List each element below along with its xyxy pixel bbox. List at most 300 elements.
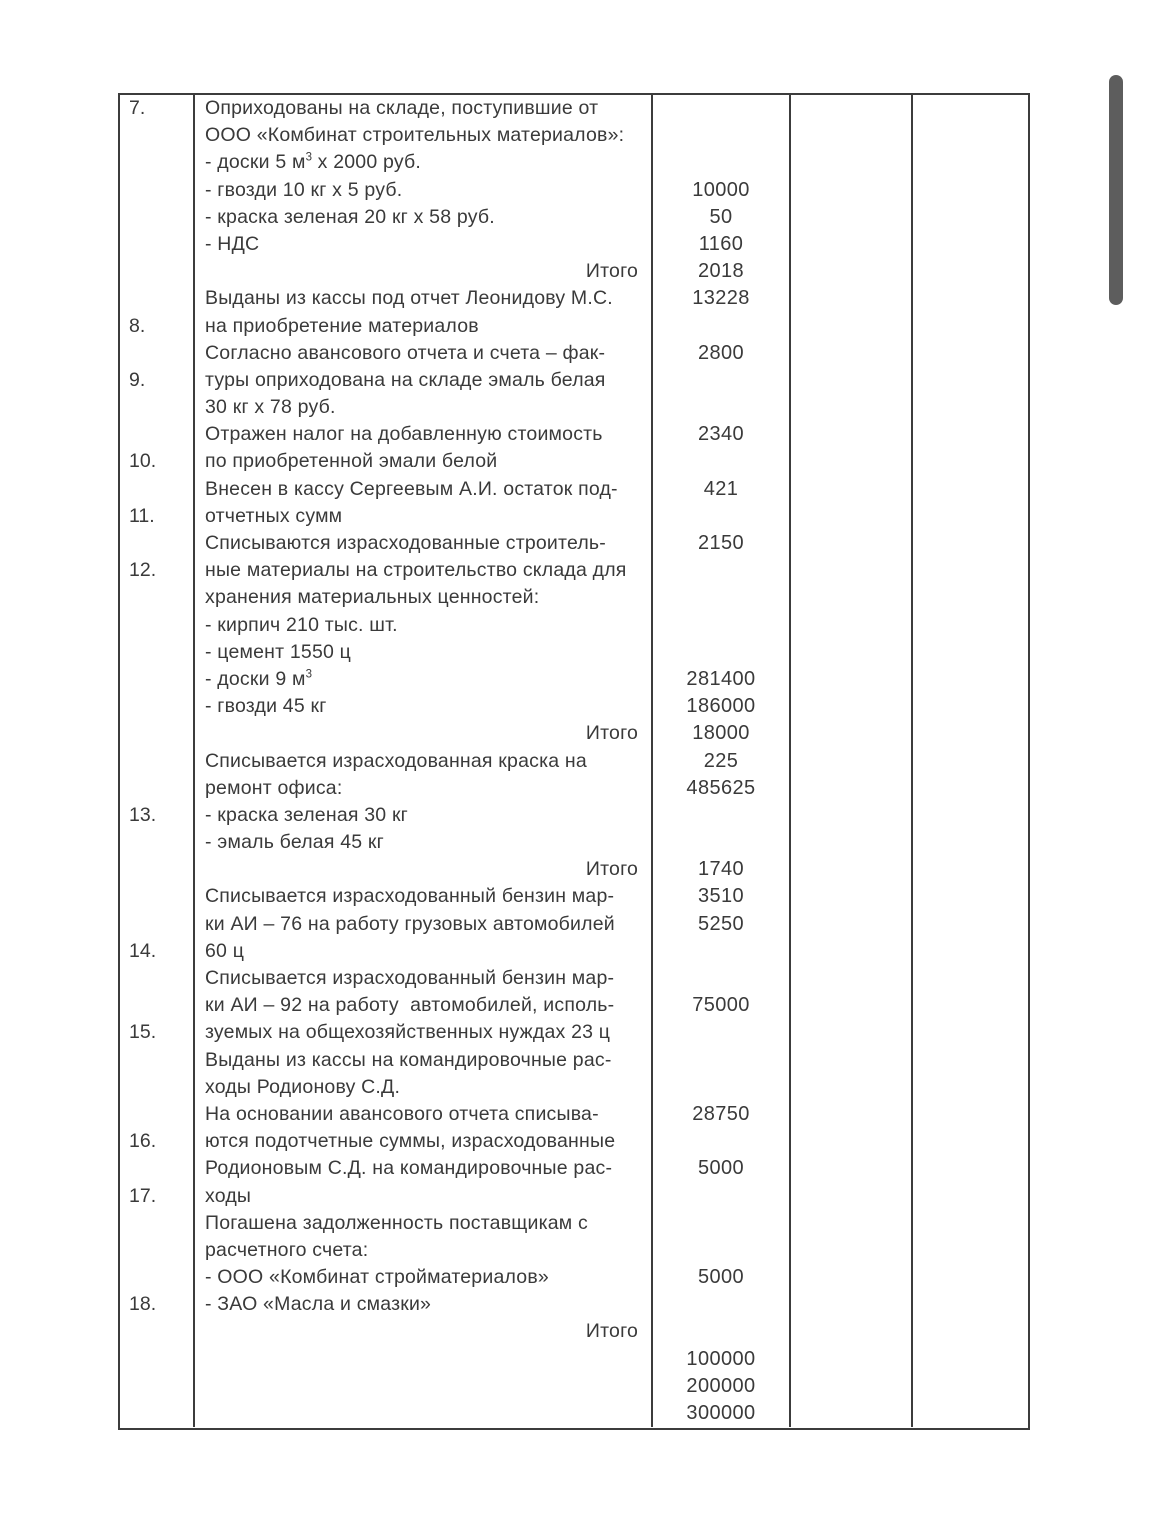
debit-cell: [791, 122, 913, 149]
operation-text-cell: [195, 204, 653, 231]
amount-cell: [653, 612, 791, 639]
amount-value: 1740: [697, 858, 745, 881]
operation-text-cell: [195, 938, 653, 965]
amount-cell: [653, 1074, 791, 1101]
operation-text-cell: [195, 530, 653, 557]
debit-cell: [791, 1237, 913, 1264]
debit-cell: [791, 1155, 913, 1182]
operation-text: - цемент 1550 ц: [205, 640, 352, 663]
debit-cell: [791, 1264, 913, 1291]
amount-cell: [653, 666, 791, 693]
row-number-cell: [120, 1210, 195, 1237]
credit-cell: [913, 258, 1028, 285]
table-row: [120, 802, 1028, 829]
debit-cell: [791, 775, 913, 802]
row-number: 7.: [129, 97, 146, 119]
amount-cell: [653, 720, 791, 747]
credit-cell: [913, 829, 1028, 856]
operation-text-cell: [195, 856, 653, 883]
row-number-cell: [120, 367, 195, 394]
debit-cell: [791, 149, 913, 176]
table-row: [120, 503, 1028, 530]
operation-text-cell: [195, 1074, 653, 1101]
amount-value: 2150: [697, 532, 745, 554]
credit-cell: [913, 802, 1028, 829]
table-row: [120, 965, 1028, 992]
row-number-cell: [120, 666, 195, 693]
amount-cell: [653, 693, 791, 720]
operation-text: по приобретенной эмали белой: [205, 450, 498, 473]
row-number: 16.: [129, 1130, 157, 1153]
credit-cell: [913, 911, 1028, 938]
debit-cell: [791, 1047, 913, 1074]
credit-cell: [913, 149, 1028, 176]
amount-cell: [653, 1291, 791, 1318]
amount-value: 5000: [697, 1266, 745, 1289]
row-number-cell: [120, 802, 195, 829]
credit-cell: [913, 557, 1028, 584]
amount-cell: [653, 1210, 791, 1237]
debit-cell: [791, 992, 913, 1019]
debit-cell: [791, 1400, 913, 1427]
table-row: [120, 1101, 1028, 1128]
amount-value: 225: [703, 749, 739, 772]
credit-cell: [913, 720, 1028, 747]
debit-cell: [791, 1074, 913, 1101]
operation-text-cell: [195, 1101, 653, 1128]
operation-text-cell: [195, 612, 653, 639]
operation-text: ходы Родионову С.Д.: [205, 1075, 401, 1098]
operation-text-cell: [195, 911, 653, 938]
operation-text: расчетного счета:: [205, 1238, 369, 1261]
operation-text-cell: [195, 503, 653, 530]
debit-cell: [791, 231, 913, 258]
debit-cell: [791, 856, 913, 883]
debit-cell: [791, 1128, 913, 1155]
operation-text: - гвозди 45 кг: [205, 695, 327, 718]
amount-cell: [653, 802, 791, 829]
debit-cell: [791, 530, 913, 557]
credit-cell: [913, 421, 1028, 448]
cubic-meter-superscript: 3: [305, 668, 313, 681]
row-number-cell: [120, 639, 195, 666]
table-row: [120, 1047, 1028, 1074]
operation-text-cell: [195, 1291, 653, 1318]
debit-cell: [791, 911, 913, 938]
amount-cell: [653, 965, 791, 992]
table-row: [120, 584, 1028, 611]
table-row: [120, 448, 1028, 475]
table-row: [120, 367, 1028, 394]
operation-text-cell: [195, 394, 653, 421]
row-number: 11.: [129, 504, 155, 527]
table-row: [120, 530, 1028, 557]
amount-cell: [653, 1400, 791, 1427]
operation-text-cell: [195, 1373, 653, 1400]
table-row: [120, 1155, 1028, 1182]
row-number-cell: [120, 1291, 195, 1318]
amount-value: 281400: [686, 667, 756, 690]
amount-value: 1160: [698, 232, 744, 255]
operation-text-cell: [195, 829, 653, 856]
row-number: 13.: [129, 803, 157, 826]
row-number-cell: [120, 340, 195, 367]
row-number-cell: [120, 1400, 195, 1427]
operation-text: ные материалы на строительство склада для: [205, 559, 627, 582]
amount-cell: [653, 313, 791, 340]
credit-cell: [913, 775, 1028, 802]
row-number: 10.: [129, 450, 157, 473]
operation-text-cell: [195, 95, 653, 122]
amount-cell: [653, 177, 791, 204]
operation-text: Родионовым С.Д. на командировочные рас-: [205, 1157, 613, 1180]
operation-text: - гвозди 10 кг х 5 руб.: [205, 178, 403, 201]
operation-text-cell: [195, 720, 653, 747]
operation-text: Итого: [585, 722, 638, 745]
credit-cell: [913, 748, 1028, 775]
operation-text: - ЗАО «Масла и смазки»: [205, 1293, 432, 1316]
row-number-cell: [120, 476, 195, 503]
credit-cell: [913, 1155, 1028, 1182]
operation-text: 60 ц: [205, 939, 245, 962]
operation-text: Оприходованы на складе, поступившие от: [205, 97, 599, 119]
debit-cell: [791, 1019, 913, 1046]
credit-cell: [913, 1291, 1028, 1318]
row-number-cell: [120, 149, 195, 176]
credit-cell: [913, 204, 1028, 231]
table-row: [120, 992, 1028, 1019]
row-number-cell: [120, 1128, 195, 1155]
operation-text-cell: [195, 177, 653, 204]
table-row: [120, 748, 1028, 775]
credit-cell: [913, 1019, 1028, 1046]
row-number-cell: [120, 1047, 195, 1074]
credit-cell: [913, 938, 1028, 965]
amount-cell: [653, 775, 791, 802]
amount-cell: [653, 285, 791, 312]
operation-text: Списывается израсходованный бензин мар-: [205, 967, 615, 989]
table-row: [120, 1210, 1028, 1237]
operation-text: Выданы из кассы на командировочные рас-: [205, 1048, 612, 1071]
row-number-cell: [120, 965, 195, 992]
operation-text-cell: [195, 448, 653, 475]
table-row: [120, 1237, 1028, 1264]
credit-cell: [913, 1128, 1028, 1155]
amount-cell: [653, 448, 791, 475]
row-number-cell: [120, 1346, 195, 1373]
amount-cell: [653, 530, 791, 557]
credit-cell: [913, 367, 1028, 394]
row-number-cell: [120, 992, 195, 1019]
debit-cell: [791, 1183, 913, 1210]
operation-text: Выданы из кассы под отчет Леонидову М.С.: [205, 287, 613, 310]
debit-cell: [791, 938, 913, 965]
amount-value: 50: [709, 205, 733, 228]
table-row: [120, 1264, 1028, 1291]
operation-text: Внесен в кассу Сергеевым А.И. остаток под-: [205, 477, 618, 500]
row-number-cell: [120, 258, 195, 285]
debit-cell: [791, 720, 913, 747]
scrollbar-thumb[interactable]: [1109, 75, 1123, 305]
amount-cell: [653, 829, 791, 856]
row-number-cell: [120, 883, 195, 910]
amount-cell: [653, 1373, 791, 1400]
table-row: [120, 177, 1028, 204]
operation-text: Погашена задолженность поставщикам с: [205, 1211, 588, 1234]
debit-cell: [791, 476, 913, 503]
credit-cell: [913, 639, 1028, 666]
row-number-cell: [120, 95, 195, 122]
amount-cell: [653, 1346, 791, 1373]
amount-value: 28750: [692, 1102, 750, 1125]
operation-text-cell: [195, 883, 653, 910]
credit-cell: [913, 1237, 1028, 1264]
row-number-cell: [120, 1373, 195, 1400]
row-number: 15.: [129, 1021, 157, 1044]
credit-cell: [913, 95, 1028, 122]
operation-text-cell: [195, 313, 653, 340]
credit-cell: [913, 1264, 1028, 1291]
operation-text-cell: [195, 992, 653, 1019]
debit-cell: [791, 1346, 913, 1373]
table-row: [120, 204, 1028, 231]
amount-cell: [653, 503, 791, 530]
credit-cell: [913, 122, 1028, 149]
debit-cell: [791, 95, 913, 122]
operation-text-cell: [195, 1318, 653, 1345]
credit-cell: [913, 340, 1028, 367]
credit-cell: [913, 1047, 1028, 1074]
credit-cell: [913, 856, 1028, 883]
table-row: [120, 666, 1028, 693]
amount-cell: [653, 1128, 791, 1155]
operation-text-cell: [195, 149, 653, 176]
row-number-cell: [120, 1019, 195, 1046]
table-row: [120, 883, 1028, 910]
table-row: [120, 149, 1028, 176]
amount-value: 300000: [686, 1402, 756, 1424]
amount-cell: [653, 1237, 791, 1264]
table-row: [120, 231, 1028, 258]
operation-text-cell: [195, 1128, 653, 1155]
table-row: [120, 775, 1028, 802]
operation-text: - доски 9 м: [205, 667, 306, 690]
amount-value: 200000: [686, 1374, 756, 1397]
row-number: 12.: [129, 559, 157, 582]
table-row: [120, 1291, 1028, 1318]
amount-cell: [653, 95, 791, 122]
row-number: 14.: [129, 939, 157, 962]
amount-cell: [653, 1264, 791, 1291]
operation-text: Итого: [585, 858, 638, 881]
debit-cell: [791, 829, 913, 856]
operation-text: Итого: [585, 1320, 638, 1343]
row-number-cell: [120, 394, 195, 421]
table-row: [120, 856, 1028, 883]
table-row: [120, 122, 1028, 149]
table-row: [120, 1400, 1028, 1427]
table-row: [120, 720, 1028, 747]
amount-cell: [653, 204, 791, 231]
operation-text: Списывается израсходованный бензин мар-: [205, 885, 615, 908]
amount-value: 5250: [697, 912, 745, 935]
amount-value: 485625: [686, 776, 756, 799]
operation-text: - кирпич 210 тыс. шт.: [205, 613, 398, 636]
operation-text: ремонт офиса:: [205, 776, 343, 799]
operation-text: хранения материальных ценностей:: [205, 586, 540, 609]
operation-text-cell: [195, 1047, 653, 1074]
debit-cell: [791, 448, 913, 475]
row-number-cell: [120, 231, 195, 258]
operation-text: Итого: [585, 260, 638, 283]
operation-text-cell: [195, 258, 653, 285]
operation-text: На основании авансового отчета списыва-: [205, 1102, 599, 1125]
table-row: [120, 612, 1028, 639]
debit-cell: [791, 557, 913, 584]
credit-cell: [913, 177, 1028, 204]
operation-text-cell: [195, 1264, 653, 1291]
credit-cell: [913, 313, 1028, 340]
debit-cell: [791, 666, 913, 693]
cubic-meter-superscript: 3: [305, 151, 313, 164]
row-number-cell: [120, 1183, 195, 1210]
row-number: 9.: [129, 368, 146, 391]
debit-cell: [791, 394, 913, 421]
row-number-cell: [120, 1155, 195, 1182]
row-number-cell: [120, 448, 195, 475]
operation-text: Списываются израсходованные строитель-: [205, 532, 606, 554]
operation-text-continued: х 2000 руб.: [312, 151, 421, 174]
operation-text-cell: [195, 693, 653, 720]
row-number-cell: [120, 421, 195, 448]
row-number-cell: [120, 829, 195, 856]
debit-cell: [791, 1210, 913, 1237]
operation-text-cell: [195, 231, 653, 258]
table-row: [120, 1074, 1028, 1101]
operation-text-cell: [195, 1237, 653, 1264]
row-number-cell: [120, 285, 195, 312]
operation-text-cell: [195, 666, 653, 693]
operation-text: 30 кг х 78 руб.: [205, 396, 336, 419]
table-row: [120, 1373, 1028, 1400]
row-number-cell: [120, 1074, 195, 1101]
amount-cell: [653, 1155, 791, 1182]
amount-cell: [653, 584, 791, 611]
table-row: [120, 938, 1028, 965]
amount-cell: [653, 557, 791, 584]
credit-cell: [913, 666, 1028, 693]
credit-cell: [913, 503, 1028, 530]
row-number-cell: [120, 530, 195, 557]
operation-text: на приобретение материалов: [205, 314, 479, 337]
debit-cell: [791, 1291, 913, 1318]
operation-text: ются подотчетные суммы, израсходованные: [205, 1130, 616, 1153]
amount-value: 3510: [697, 885, 745, 908]
table-row: [120, 476, 1028, 503]
operation-text-cell: [195, 476, 653, 503]
operation-text-cell: [195, 802, 653, 829]
debit-cell: [791, 965, 913, 992]
amount-cell: [653, 394, 791, 421]
credit-cell: [913, 1400, 1028, 1427]
credit-cell: [913, 1101, 1028, 1128]
row-number-cell: [120, 584, 195, 611]
operation-text: - эмаль белая 45 кг: [205, 831, 384, 854]
row-number-cell: [120, 204, 195, 231]
operation-text: зуемых на общехозяйственных нуждах 23 ц: [205, 1021, 611, 1044]
table-row: [120, 911, 1028, 938]
amount-value: 100000: [686, 1347, 756, 1370]
debit-cell: [791, 177, 913, 204]
amount-cell: [653, 231, 791, 258]
operation-text-cell: [195, 965, 653, 992]
credit-cell: [913, 1210, 1028, 1237]
operation-text: отчетных сумм: [205, 504, 343, 527]
debit-cell: [791, 802, 913, 829]
row-number-cell: [120, 938, 195, 965]
amount-value: 18000: [692, 722, 750, 745]
amount-cell: [653, 476, 791, 503]
amount-value: 186000: [686, 695, 756, 718]
table-row: [120, 421, 1028, 448]
operation-text-cell: [195, 775, 653, 802]
credit-cell: [913, 693, 1028, 720]
debit-cell: [791, 1373, 913, 1400]
row-number-cell: [120, 177, 195, 204]
operation-text: ходы: [205, 1184, 252, 1207]
operation-text-cell: [195, 1019, 653, 1046]
operation-text-cell: [195, 1400, 653, 1427]
table-row: [120, 639, 1028, 666]
amount-cell: [653, 1183, 791, 1210]
row-number-cell: [120, 1318, 195, 1345]
debit-cell: [791, 693, 913, 720]
table-row: [120, 313, 1028, 340]
table-row: [120, 95, 1028, 122]
operation-text-cell: [195, 584, 653, 611]
table-row: [120, 340, 1028, 367]
credit-cell: [913, 1346, 1028, 1373]
operation-text-cell: [195, 340, 653, 367]
amount-cell: [653, 1019, 791, 1046]
row-number-cell: [120, 911, 195, 938]
table-row: [120, 1128, 1028, 1155]
row-number-cell: [120, 612, 195, 639]
debit-cell: [791, 1318, 913, 1345]
row-number-cell: [120, 1264, 195, 1291]
amount-cell: [653, 421, 791, 448]
table-row: [120, 394, 1028, 421]
amount-cell: [653, 856, 791, 883]
debit-cell: [791, 883, 913, 910]
table-row: [120, 1019, 1028, 1046]
debit-cell: [791, 367, 913, 394]
amount-cell: [653, 1318, 791, 1345]
row-number-cell: [120, 503, 195, 530]
amount-cell: [653, 367, 791, 394]
operation-text-cell: [195, 367, 653, 394]
table-row: [120, 693, 1028, 720]
amount-cell: [653, 1101, 791, 1128]
operation-text: Согласно авансового отчета и счета – фак-: [205, 341, 606, 364]
row-number-cell: [120, 693, 195, 720]
operation-text-cell: [195, 1346, 653, 1373]
amount-cell: [653, 639, 791, 666]
operation-text-cell: [195, 1210, 653, 1237]
debit-cell: [791, 421, 913, 448]
row-number-cell: [120, 1237, 195, 1264]
amount-cell: [653, 122, 791, 149]
